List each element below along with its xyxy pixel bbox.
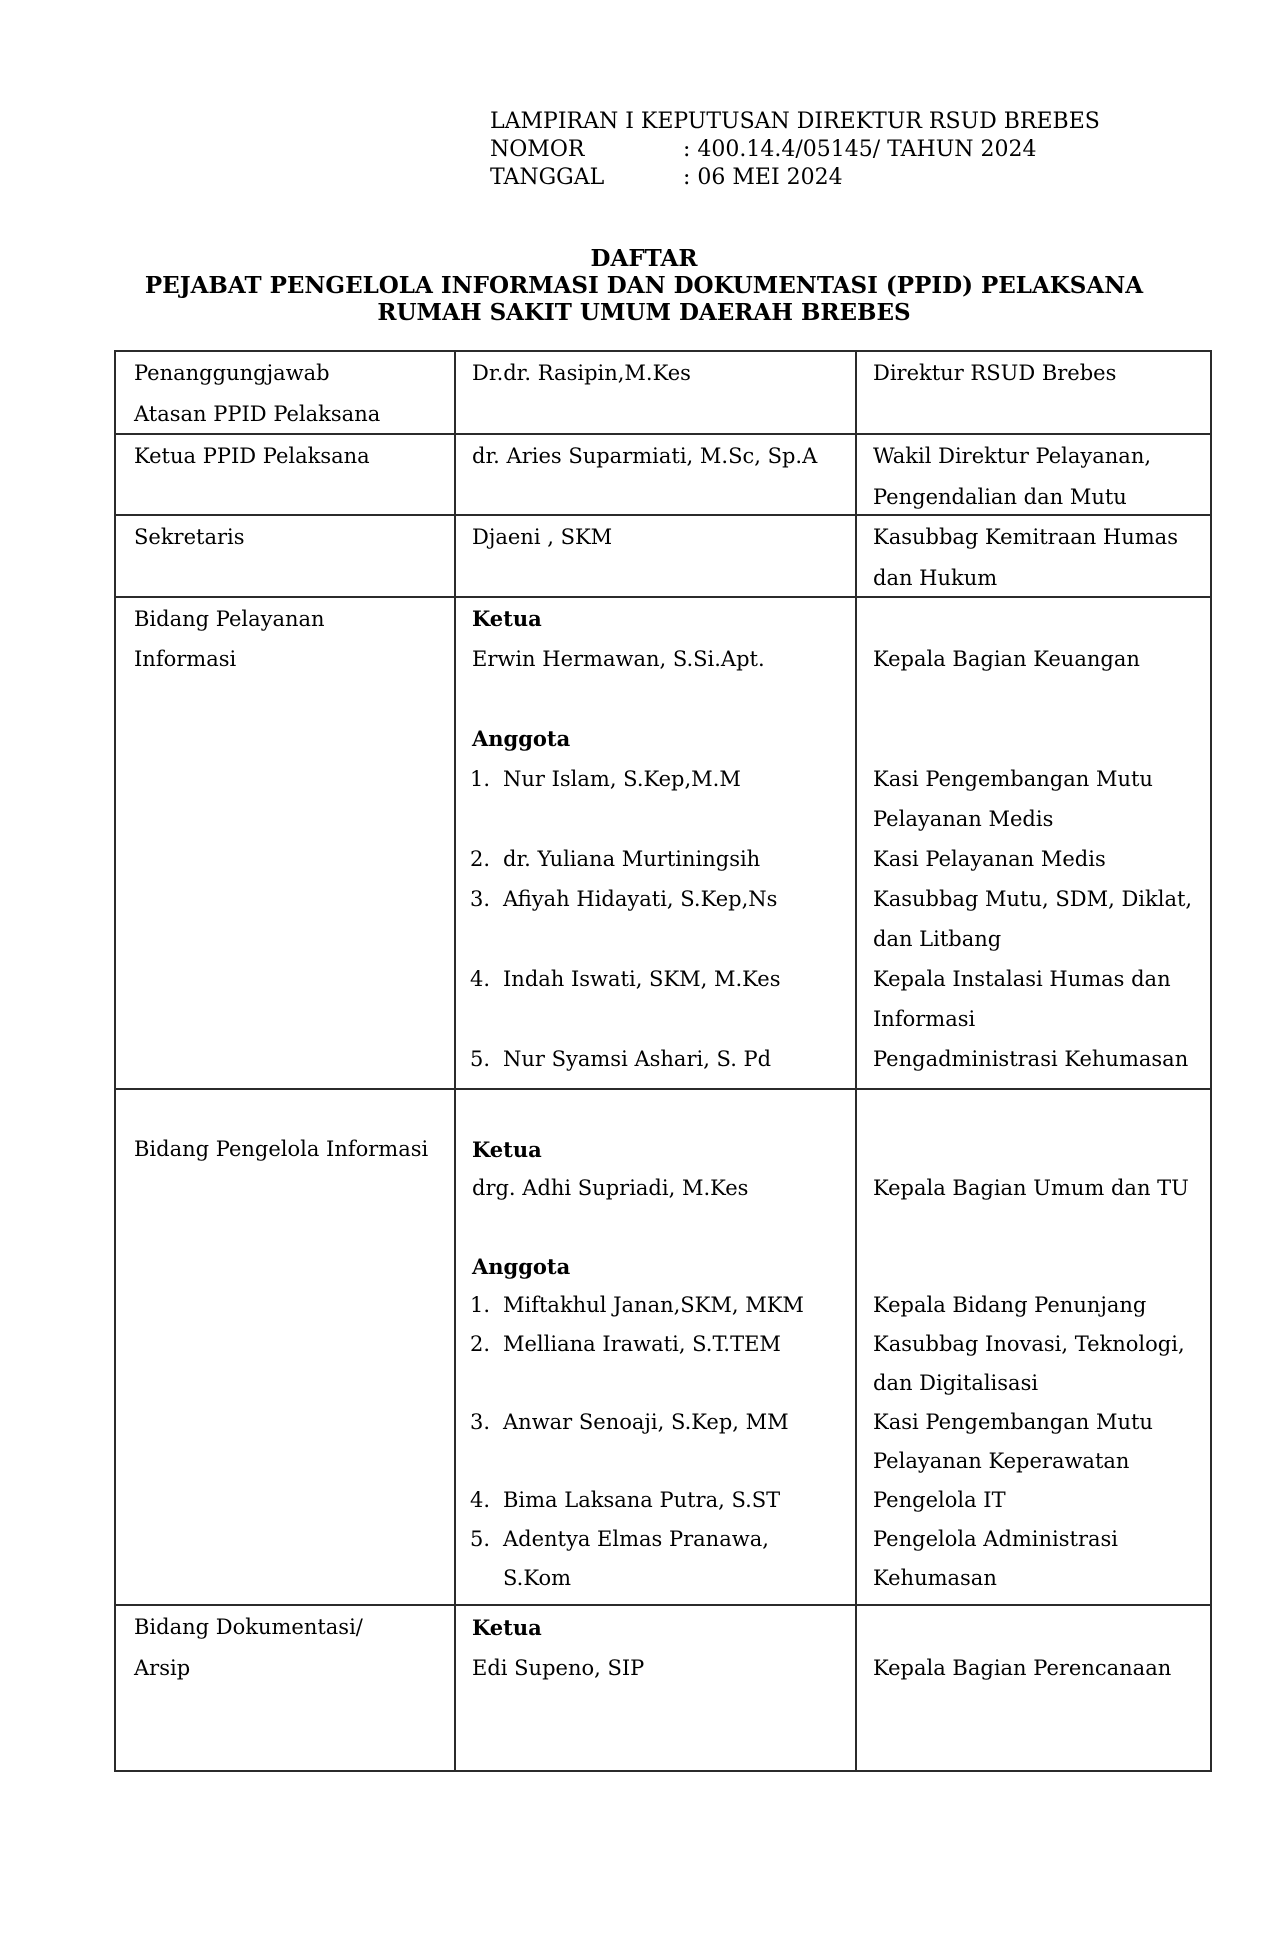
cell-line: Anggota <box>472 726 571 751</box>
list-number: 1. <box>470 1293 491 1317</box>
cell-line <box>472 1520 847 1559</box>
table-cell-jabatan-dinas <box>857 1090 1210 1604</box>
cell-line: Kasi Pengembangan Mutu <box>873 767 1153 791</box>
nomor-line <box>490 136 1100 164</box>
cell-line <box>873 1208 1202 1247</box>
table-row <box>116 598 1210 1090</box>
cell-line: Bidang Pengelola Informasi <box>134 1137 429 1161</box>
cell-line: Informasi <box>134 647 237 671</box>
table-cell-jabatan-dinas <box>857 1606 1210 1770</box>
cell-line <box>472 1481 847 1520</box>
cell-line <box>472 1559 847 1598</box>
table-cell-nama <box>456 598 857 1088</box>
title-line-1: DAFTAR <box>590 245 698 272</box>
cell-line <box>134 1091 446 1130</box>
cell-line: Pelayanan Medis <box>873 807 1054 831</box>
list-number: 1. <box>470 767 491 791</box>
cell-line <box>472 679 847 719</box>
table-row <box>116 435 1210 516</box>
table-cell-nama <box>456 435 857 514</box>
cell-line <box>873 1091 1202 1130</box>
document-title <box>12 245 1276 326</box>
cell-line: Ketua <box>472 1615 542 1640</box>
list-number: 2. <box>470 847 491 871</box>
cell-line: Edi Supeno, SIP <box>472 1656 645 1680</box>
table-cell-jabatan-ppid <box>116 435 456 514</box>
list-text: Nur Islam, S.Kep,M.M <box>503 767 741 791</box>
cell-line: Kasubbag Inovasi, Teknologi, <box>873 1332 1185 1356</box>
cell-line: Bidang Dokumentasi/ <box>134 1615 363 1639</box>
title-line-2: PEJABAT PENGELOLA INFORMASI DAN DOKUMENTASI (PPID) PELAKSANA <box>144 272 1144 299</box>
table-cell-nama <box>456 1090 857 1604</box>
cell-line: Sekretaris <box>134 525 245 549</box>
cell-line: Kasi Pelayanan Medis <box>873 847 1106 871</box>
list-text: dr. Yuliana Murtiningsih <box>503 847 761 871</box>
list-text: Nur Syamsi Ashari, S. Pd <box>503 1047 772 1071</box>
cell-line: Ketua <box>472 1137 542 1162</box>
title-line-3: RUMAH SAKIT UMUM DAERAH BREBES <box>377 299 911 326</box>
cell-line: Informasi <box>873 1007 976 1031</box>
list-number: 4. <box>470 1488 491 1512</box>
table-cell-jabatan-dinas <box>857 435 1210 514</box>
table-cell-nama <box>456 1606 857 1770</box>
list-text: S.Kom <box>503 1566 571 1590</box>
cell-line <box>472 959 847 999</box>
list-text: Adentya Elmas Pranawa, <box>503 1527 769 1551</box>
tanggal-label: TANGGAL <box>490 165 605 190</box>
cell-line <box>472 1442 847 1481</box>
tanggal-line <box>490 164 1100 192</box>
table-cell-nama <box>456 352 857 433</box>
cell-line: Kasubbag Kemitraan Humas <box>873 525 1178 549</box>
tanggal-value: : 06 MEI 2024 <box>683 165 843 190</box>
cell-line <box>472 1091 847 1130</box>
table-cell-jabatan-ppid <box>116 598 456 1088</box>
cell-line: drg. Adhi Supriadi, M.Kes <box>472 1176 749 1200</box>
cell-line: Ketua PPID Pelaksana <box>134 444 370 468</box>
cell-line: Pelayanan Keperawatan <box>873 1449 1130 1473</box>
table-row <box>116 352 1210 435</box>
table-cell-nama <box>456 516 857 596</box>
list-text: Anwar Senoaji, S.Kep, MM <box>503 1410 789 1434</box>
cell-line: Kehumasan <box>873 1566 997 1590</box>
cell-line: Erwin Hermawan, S.Si.Apt. <box>472 647 765 671</box>
list-text: Bima Laksana Putra, S.ST <box>503 1488 781 1512</box>
table-cell-jabatan-dinas <box>857 516 1210 596</box>
list-text: Indah Iswati, SKM, M.Kes <box>503 967 781 991</box>
table-cell-jabatan-ppid <box>116 1606 456 1770</box>
cell-line: Penanggungjawab <box>134 361 330 385</box>
table-cell-jabatan-dinas <box>857 598 1210 1088</box>
cell-line: Kepala Bagian Perencanaan <box>873 1656 1172 1680</box>
cell-line: Kepala Bidang Penunjang <box>873 1293 1147 1317</box>
cell-line: Pengendalian dan Mutu <box>873 485 1127 509</box>
table-cell-jabatan-ppid <box>116 352 456 433</box>
table-row <box>116 1090 1210 1606</box>
cell-line: Anggota <box>472 1254 571 1279</box>
cell-line: Pengelola Administrasi <box>873 1527 1119 1551</box>
cell-line: Direktur RSUD Brebes <box>873 361 1117 385</box>
cell-line <box>873 1130 1202 1169</box>
cell-line <box>472 839 847 879</box>
cell-line: Dr.dr. Rasipin,M.Kes <box>472 361 691 385</box>
lampiran-line: LAMPIRAN I KEPUTUSAN DIREKTUR RSUD BREBES <box>490 109 1100 134</box>
cell-line <box>873 1607 1202 1648</box>
table-cell-jabatan-ppid <box>116 1090 456 1604</box>
cell-line <box>472 759 847 799</box>
document-header <box>490 108 1100 192</box>
list-text: Miftakhul Janan,SKM, MKM <box>503 1293 804 1317</box>
cell-line: dan Digitalisasi <box>873 1371 1039 1395</box>
list-number: 4. <box>470 967 491 991</box>
cell-line <box>472 919 847 959</box>
cell-line <box>472 879 847 919</box>
cell-line <box>472 1364 847 1403</box>
cell-line <box>472 999 847 1039</box>
cell-line <box>873 599 1202 639</box>
table-row <box>116 1606 1210 1770</box>
table-row <box>116 516 1210 598</box>
cell-line: dan Litbang <box>873 927 1002 951</box>
list-number: 5. <box>470 1527 491 1551</box>
cell-line <box>472 1286 847 1325</box>
cell-line <box>472 1325 847 1364</box>
cell-line: Ketua <box>472 606 542 631</box>
cell-line: Wakil Direktur Pelayanan, <box>873 444 1152 468</box>
list-number: 2. <box>470 1332 491 1356</box>
cell-line <box>472 1039 847 1079</box>
cell-line: dr. Aries Suparmiati, M.Sc, Sp.A <box>472 444 818 468</box>
table-cell-jabatan-dinas <box>857 352 1210 433</box>
list-text: Melliana Irawati, S.T.TEM <box>503 1332 781 1356</box>
cell-line: Kepala Bagian Umum dan TU <box>873 1176 1189 1200</box>
cell-line <box>873 679 1202 719</box>
cell-line <box>472 1208 847 1247</box>
cell-line: Kepala Bagian Keuangan <box>873 647 1140 671</box>
cell-line: Pengadministrasi Kehumasan <box>873 1047 1189 1071</box>
cell-line <box>873 1247 1202 1286</box>
cell-line: Atasan PPID Pelaksana <box>134 402 381 426</box>
cell-line: Arsip <box>134 1656 191 1680</box>
cell-line: Kasi Pengembangan Mutu <box>873 1410 1153 1434</box>
cell-line: Pengelola IT <box>873 1488 1006 1512</box>
cell-line <box>472 1403 847 1442</box>
cell-line: Djaeni , SKM <box>472 525 613 549</box>
nomor-label: NOMOR <box>490 137 585 162</box>
cell-line: Kepala Instalasi Humas dan <box>873 967 1171 991</box>
cell-line <box>472 799 847 839</box>
cell-line: dan Hukum <box>873 566 998 590</box>
cell-line: Kasubbag Mutu, SDM, Diklat, <box>873 887 1193 911</box>
list-number: 3. <box>470 887 491 911</box>
table-cell-jabatan-ppid <box>116 516 456 596</box>
list-text: Afiyah Hidayati, S.Kep,Ns <box>503 887 778 911</box>
nomor-value: : 400.14.4/05145/ TAHUN 2024 <box>683 137 1037 162</box>
cell-line: Bidang Pelayanan <box>134 607 325 631</box>
list-number: 5. <box>470 1047 491 1071</box>
cell-line <box>873 719 1202 759</box>
ppid-table <box>114 350 1212 1772</box>
list-number: 3. <box>470 1410 491 1434</box>
